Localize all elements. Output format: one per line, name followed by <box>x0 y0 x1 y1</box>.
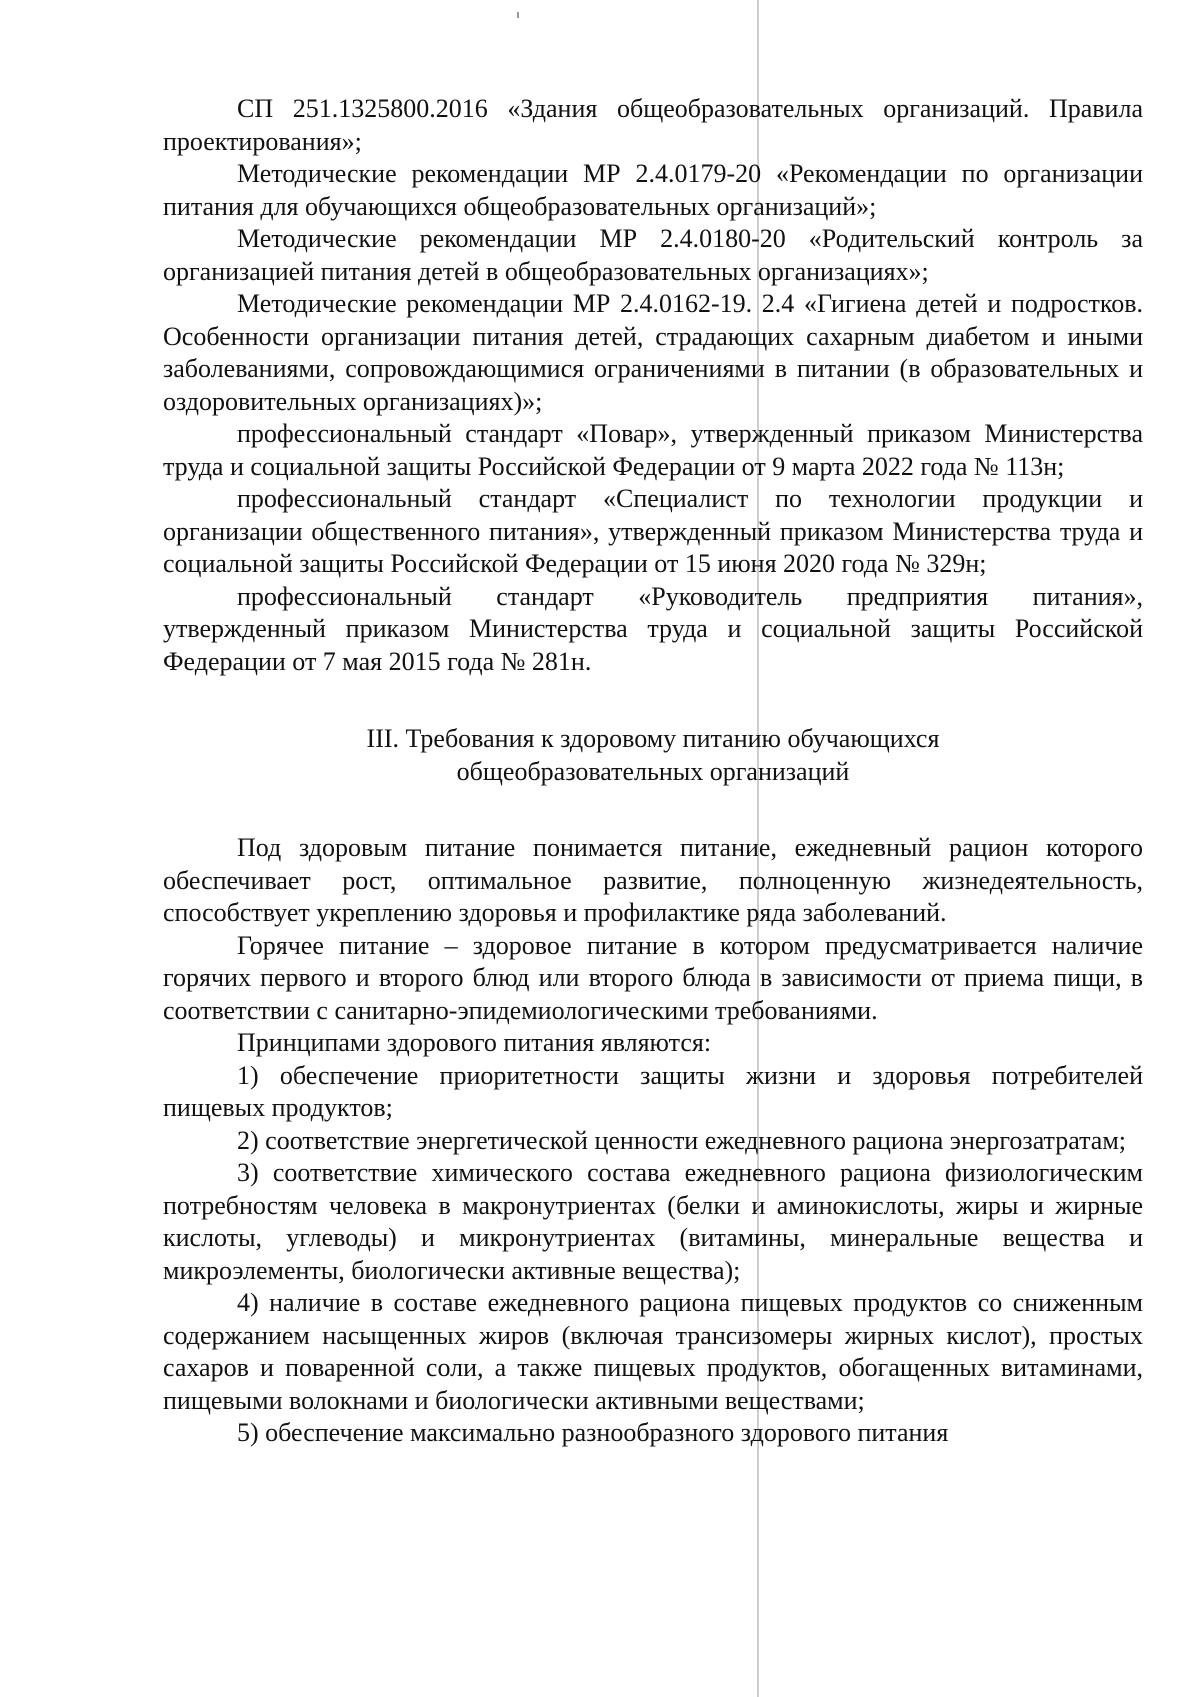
paragraph-sp-251: СП 251.1325800.2016 «Здания общеобразовательных организаций. Правила проектирования»; <box>163 94 1143 156</box>
section-heading-line-1: III. Требования к здоровому питанию обучающихся <box>366 724 940 753</box>
paragraph-healthy-definition: Под здоровым питание понимается питание, ежедневный рацион которого обеспечивает рост, оптимальное развитие, полноценную жизнедеятельность, способствует укреплению здоровья и профилактике ряда заболеваний. <box>163 833 1143 927</box>
paragraph-standard-manager: профессиональный стандарт «Руководитель предприятия питания», утвержденный приказом Министерства труда и социальной защиты Российской Федерации от 7 мая 2015 года № 281н. <box>163 581 1143 676</box>
list-item-principle-1: 1) обеспечение приоритетности защиты жизни и здоровья потребителей пищевых продуктов; <box>163 1060 1143 1122</box>
document-page <box>163 93 1143 1450</box>
list-item-principle-4: 4) наличие в составе ежедневного рациона пищевых продуктов со сниженным содержанием насыщенных жиров (включая трансизомеры жирных кислот), простых сахаров и поваренной соли, а также пищевых продуктов, обогащенных витаминами, пищевыми волокнами и биологически активными веществами; <box>163 1288 1143 1415</box>
list-item-principle-5: 5) обеспечение максимально разнообразного здорового питания <box>237 1418 949 1447</box>
section-heading <box>163 722 1143 788</box>
scan-speck <box>517 12 519 18</box>
paragraph-standard-cook: профессиональный стандарт «Повар», утвержденный приказом Министерства труда и социальной защиты Российской Федерации от 9 марта 2022 года № 113н; <box>163 419 1143 481</box>
paragraph-principles-intro: Принципами здорового питания являются: <box>237 1028 712 1057</box>
list-item-principle-2: 2) соответствие энергетической ценности ежедневного рациона энергозатратам; <box>237 1125 1127 1155</box>
paragraph-mr-0179: Методические рекомендации МР 2.4.0179-20 «Рекомендации по организации питания для обучающихся общеобразовательных организаций»; <box>163 159 1143 221</box>
list-item-principle-3: 3) соответствие химического состава ежедневного рациона физиологическим потребностям человека в макронутриентах (белки и аминокислоты, жиры и жирные кислоты, углеводы) и микронутриентах (витамины, минеральные вещества и микроэлементы, биологически активные вещества); <box>163 1158 1143 1285</box>
section-heading-line-2: общеобразовательных организаций <box>456 757 850 786</box>
paragraph-mr-0180: Методические рекомендации МР 2.4.0180-20 «Родительский контроль за организацией питания детей в общеобразовательных организациях»; <box>163 224 1143 286</box>
paragraph-hot-meals: Горячее питание – здоровое питание в котором предусматривается наличие горячих первого и второго блюд или второго блюда в зависимости от приема пищи, в соответствии с санитарно-эпидемиологическими требованиями. <box>163 930 1143 1025</box>
paragraph-mr-0162: Методические рекомендации МР 2.4.0162-19. 2.4 «Гигиена детей и подростков. Особенности организации питания детей, страдающих сахарным диабетом и иными заболеваниями, сопровождающимися ограничениями в питании (в образовательных и оздоровительных организациях)»; <box>163 289 1143 416</box>
paragraph-standard-specialist: профессиональный стандарт «Специалист по технологии продукции и организации общественного питания», утвержденный приказом Министерства труда и социальной защиты Российской Федерации от 15 июня 2020 года № 329н; <box>163 484 1143 578</box>
